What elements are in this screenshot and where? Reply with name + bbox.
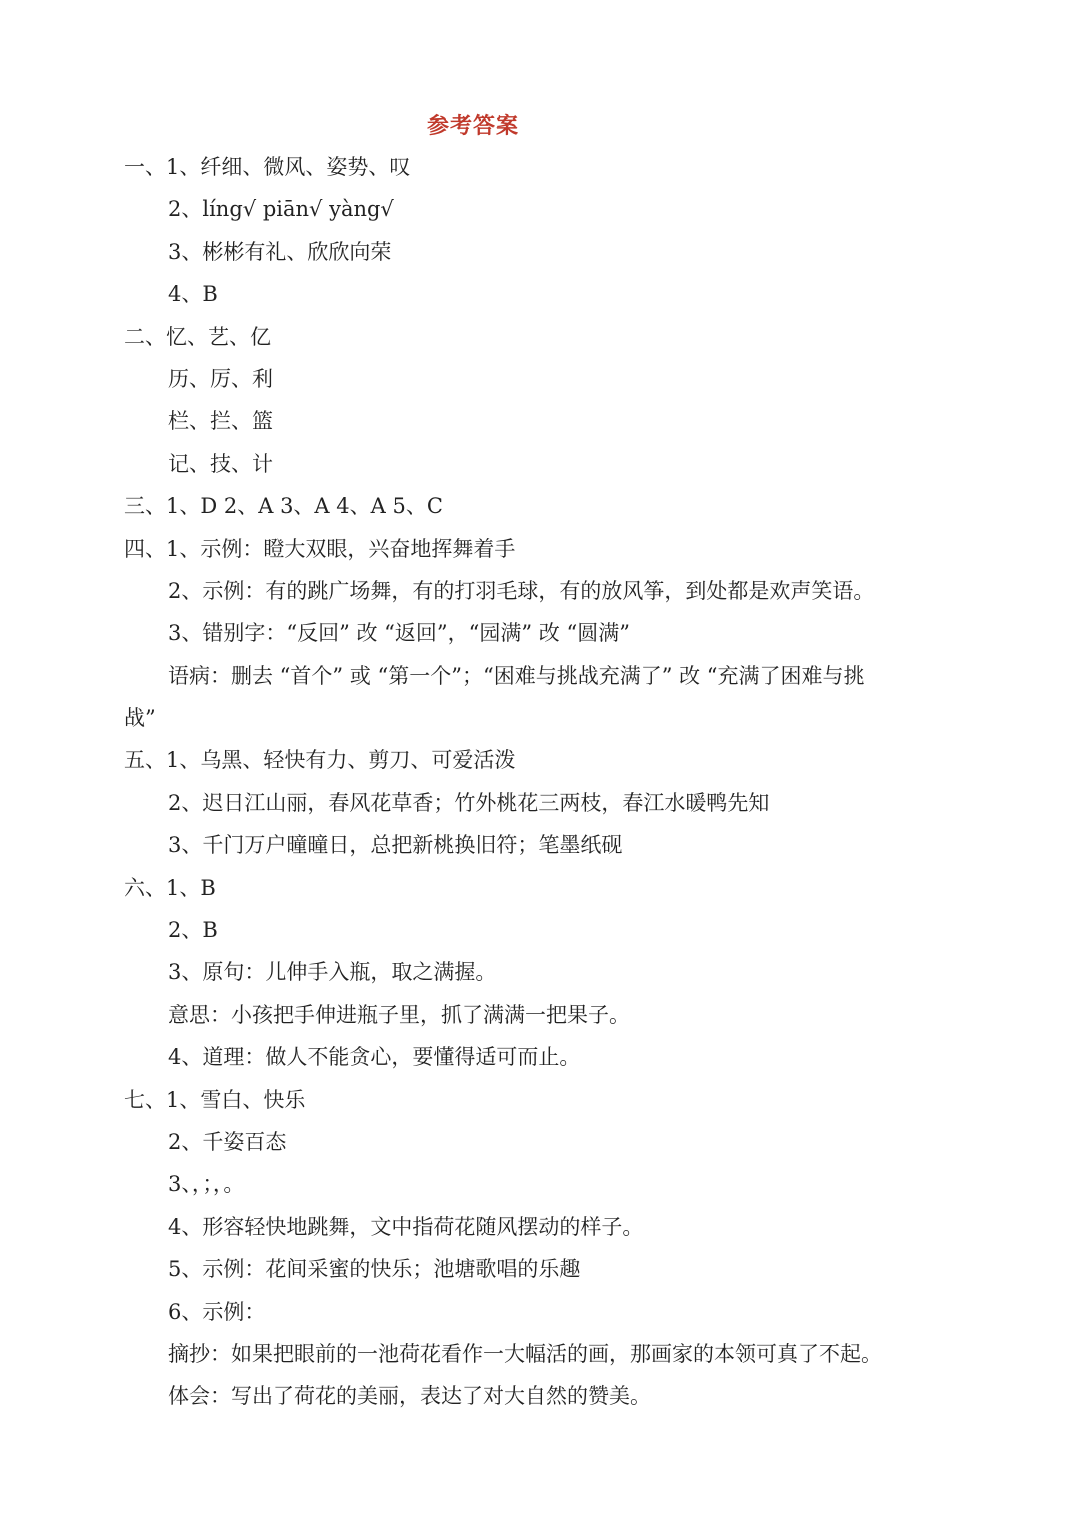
answer-list (0, 146, 1080, 1418)
answer-line: 六、1、B (124, 875, 216, 900)
answer-line: 6、示例： (168, 1299, 266, 1324)
answer-line: 四、1、示例：瞪大双眼，兴奋地挥舞着手 (124, 536, 516, 561)
answer-line: 3、原句：儿伸手入瓶，取之满握。 (168, 960, 497, 985)
answer-line: 2、B (168, 918, 218, 943)
answer-line: 二、忆、艺、亿 (124, 324, 271, 349)
answer-line: 历、厉、利 (168, 366, 273, 391)
answer-line: 记、技、计 (168, 451, 273, 476)
answer-line: 五、1、乌黑、轻快有力、剪刀、可爱活泼 (124, 748, 516, 773)
answer-line: 2、示例：有的跳广场舞，有的打羽毛球，有的放风筝，到处都是欢声笑语。 (168, 578, 875, 603)
answer-line: 2、líng√ piān√ yàng√ (168, 197, 394, 222)
answer-line: 摘抄：如果把眼前的一池荷花看作一大幅活的画，那画家的本领可真了不起。 (168, 1341, 882, 1366)
answer-line: 三、1、D 2、A 3、A 4、A 5、C (124, 494, 443, 519)
answer-line: 4、形容轻快地跳舞，文中指荷花随风摆动的样子。 (168, 1214, 644, 1239)
answer-line: 2、迟日江山丽，春风花草香；竹外桃花三两枝，春江水暖鸭先知 (168, 790, 770, 815)
answer-line: 3、彬彬有礼、欣欣向荣 (168, 239, 392, 264)
answer-line: 4、道理：做人不能贪心，要懂得适可而止。 (168, 1045, 581, 1070)
page-title: 参考答案 (426, 113, 519, 139)
answer-line: 3、，；，。 (168, 1172, 245, 1197)
answer-line: 七、1、雪白、快乐 (124, 1087, 306, 1112)
answer-line: 栏、拦、篮 (168, 409, 273, 434)
answer-line: 2、千姿百态 (168, 1129, 287, 1154)
answer-line: 3、千门万户曈曈日，总把新桃换旧符；笔墨纸砚 (168, 833, 623, 858)
answer-line: 语病：删去 “首个” 或 “第一个”；“困难与挑战充满了” 改 “充满了困难与挑 (168, 663, 865, 688)
answer-line: 战” (124, 706, 156, 731)
answer-line: 体会：写出了荷花的美丽，表达了对大自然的赞美。 (168, 1384, 651, 1409)
answer-line: 3、错别字：“反回” 改 “返回”，“园满” 改 “圆满” (168, 621, 630, 646)
answer-line: 一、1、纤细、微风、姿势、叹 (124, 155, 411, 179)
answer-line: 意思：小孩把手伸进瓶子里，抓了满满一把果子。 (168, 1002, 630, 1027)
answer-line: 4、B (168, 282, 218, 307)
answer-line: 5、示例：花间采蜜的快乐；池塘歌唱的乐趣 (168, 1257, 581, 1282)
